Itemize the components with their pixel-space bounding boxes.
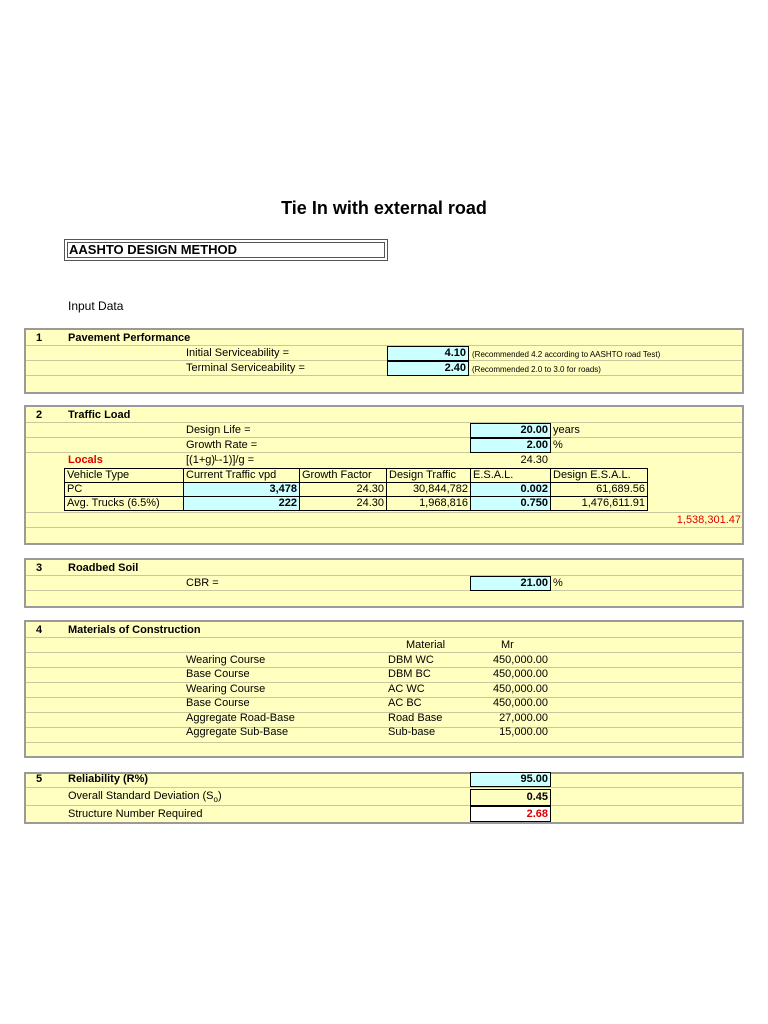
page-title: Tie In with external road <box>281 198 487 218</box>
material-name: Sub-base <box>388 726 436 738</box>
section-number: 4 <box>36 624 43 636</box>
col-design-traffic: Design Traffic <box>386 468 471 483</box>
initial-serviceability-note: (Recommended 4.2 according to AASHTO road Test) <box>472 350 661 359</box>
col-material: Material <box>406 639 446 651</box>
section-heading: Traffic Load <box>68 409 131 421</box>
material-name: DBM BC <box>388 668 431 680</box>
section-number: 2 <box>36 409 43 421</box>
input-data-label: Input Data <box>68 299 124 313</box>
table-cell: 1,476,611.91 <box>550 496 648 511</box>
std-deviation-label: Overall Standard Deviation $(S_o)$ <box>68 790 222 805</box>
section-heading: Roadbed Soil <box>68 562 139 574</box>
growth-rate-label: Growth Rate = <box>186 439 258 451</box>
section-number: 3 <box>36 562 43 574</box>
material-mr: 450,000.00 <box>492 654 548 666</box>
material-course: Wearing Course <box>186 683 266 695</box>
material-mr: 450,000.00 <box>492 697 548 709</box>
section-traffic-load <box>24 405 744 545</box>
col-current-traffic: Current Traffic vpd <box>183 468 300 483</box>
material-mr: 27,000.00 <box>499 712 548 724</box>
material-name: Road Base <box>388 712 443 724</box>
design-life-input[interactable]: 20.00 <box>470 423 551 438</box>
reliability-input[interactable]: 95.00 <box>470 772 551 787</box>
reliability-label: Reliability (R%) <box>68 773 149 785</box>
initial-serviceability-input[interactable]: 4.10 <box>387 346 469 361</box>
material-mr: 15,000.00 <box>499 726 548 738</box>
table-cell: 24.30 <box>299 496 387 511</box>
material-course: Base Course <box>186 668 250 680</box>
growth-factor-formula: [(1+g)ᴸ-1)]/g = <box>186 454 255 466</box>
material-course: Aggregate Sub-Base <box>186 726 289 738</box>
section-pavement-performance <box>24 328 744 394</box>
material-course: Aggregate Road-Base <box>186 712 295 724</box>
section-heading: Pavement Performance <box>68 332 191 344</box>
pc-current-traffic-input[interactable]: 3,478 <box>183 482 300 497</box>
growth-rate-input[interactable]: 2.00 <box>470 438 551 453</box>
trucks-current-traffic-input[interactable]: 222 <box>183 496 300 511</box>
pc-esal-input[interactable]: 0.002 <box>470 482 551 497</box>
section-materials <box>24 620 744 758</box>
col-mr: Mr <box>501 639 514 651</box>
material-course: Wearing Course <box>186 654 266 666</box>
cbr-unit: % <box>553 577 563 589</box>
trucks-esal-input[interactable]: 0.750 <box>470 496 551 511</box>
table-cell: 30,844,782 <box>386 482 471 497</box>
structure-number-label: Structure Number Required <box>68 808 203 820</box>
table-cell: 1,968,816 <box>386 496 471 511</box>
material-name: AC WC <box>388 683 425 695</box>
section-number: 5 <box>36 773 43 785</box>
locals-label: Locals <box>68 454 103 466</box>
col-vehicle-type: Vehicle Type <box>64 468 184 483</box>
section-number: 1 <box>36 332 43 344</box>
material-course: Base Course <box>186 697 250 709</box>
growth-factor-value: 24.30 <box>520 454 548 466</box>
design-life-label: Design Life = <box>186 424 251 436</box>
structure-number-value: 2.68 <box>470 806 551 822</box>
col-esal: E.S.A.L. <box>470 468 551 483</box>
table-row-vehicle: PC <box>64 482 184 497</box>
material-mr: 450,000.00 <box>492 683 548 695</box>
total-esal: 1,538,301.47 <box>676 514 741 526</box>
section-heading: Materials of Construction <box>68 624 201 636</box>
table-cell: 61,689.56 <box>550 482 648 497</box>
section-roadbed-soil <box>24 558 744 608</box>
col-growth-factor: Growth Factor <box>299 468 387 483</box>
growth-rate-unit: % <box>553 439 563 451</box>
cbr-label: CBR = <box>186 577 219 589</box>
std-deviation-input[interactable]: 0.45 <box>470 789 551 806</box>
material-name: DBM WC <box>388 654 434 666</box>
cbr-input[interactable]: 21.00 <box>470 576 551 591</box>
material-name: AC BC <box>388 697 422 709</box>
method-title-box: AASHTO DESIGN METHOD <box>64 239 388 261</box>
table-row-vehicle: Avg. Trucks (6.5%) <box>64 496 184 511</box>
terminal-serviceability-note: (Recommended 2.0 to 3.0 for roads) <box>472 365 601 374</box>
table-cell: 24.30 <box>299 482 387 497</box>
material-mr: 450,000.00 <box>492 668 548 680</box>
col-design-esal: Design E.S.A.L. <box>550 468 648 483</box>
terminal-serviceability-label: Terminal Serviceability = <box>186 362 305 374</box>
initial-serviceability-label: Initial Serviceability = <box>186 347 290 359</box>
design-life-unit: years <box>553 424 580 436</box>
section-reliability <box>24 772 744 824</box>
terminal-serviceability-input[interactable]: 2.40 <box>387 361 469 376</box>
